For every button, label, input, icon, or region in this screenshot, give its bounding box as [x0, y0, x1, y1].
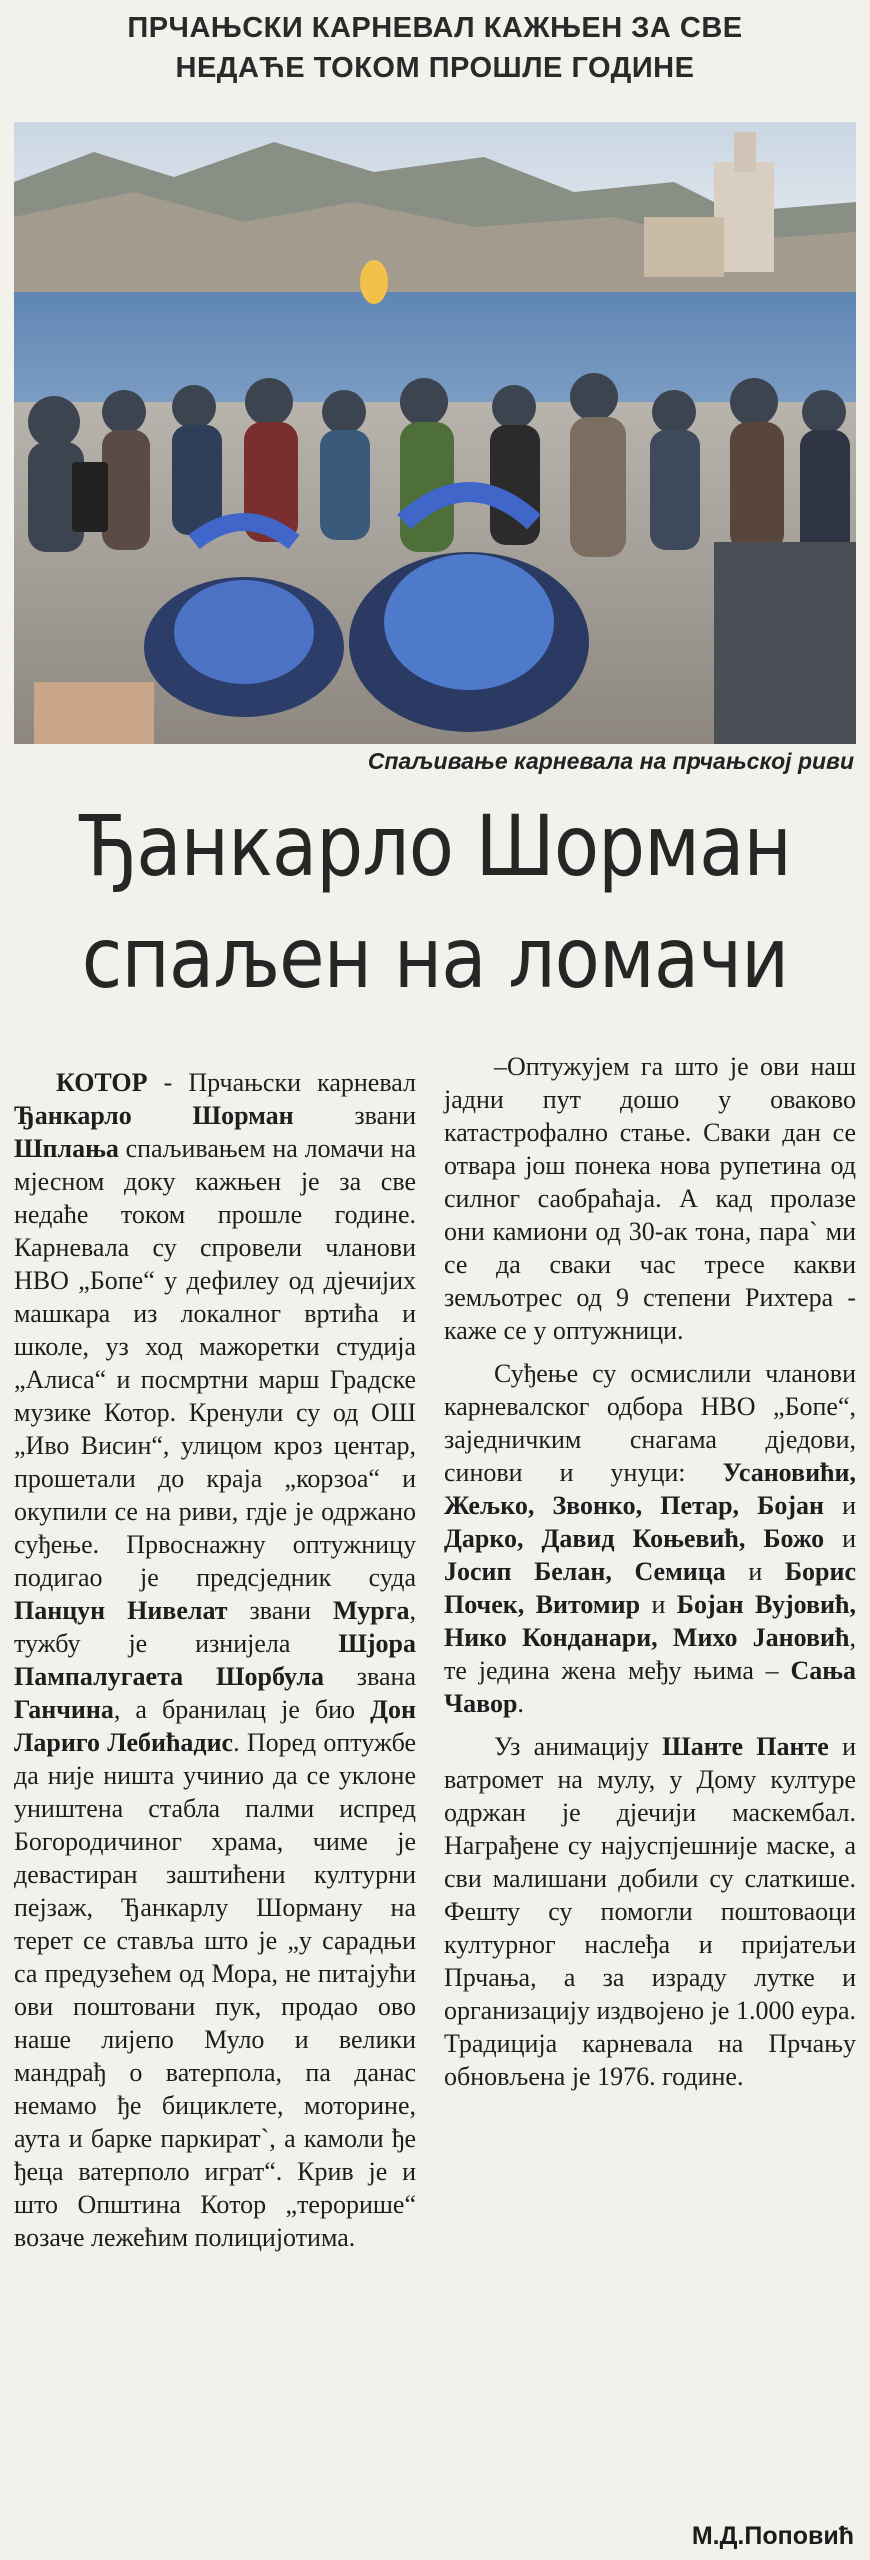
article-paragraph-2: –Оптужујем га што је ови наш јадни пут дошо у оваково катастрофално стање. Сваки дан се отвара још понека нова рупетина од силног саобраћаја. А кад пролазе они камиони од 30-ак тона, пара` ми се да сваки час тресе какви земљотрес од 9 степени Рихтера - каже се у оптужници. — [444, 1052, 856, 1345]
person-names: Дарко, Давид Коњевић, Божо — [444, 1524, 825, 1553]
photo-caption: Спаљивање карневала на прчањској риви — [367, 748, 854, 774]
carnival-crowd-illustration — [14, 122, 856, 744]
text-run: - Прчањски карневал — [147, 1068, 416, 1097]
headline-line-2: спаљен на ломачи — [81, 909, 789, 1007]
headline — [52, 790, 818, 1014]
text-run: и — [640, 1590, 677, 1619]
person-name: Ђанкарло Шорман — [14, 1101, 294, 1130]
kicker-line-2: НЕДАЋЕ ТОКОМ ПРОШЛЕ ГОДИНЕ — [175, 52, 695, 84]
person-name: Шплања — [14, 1134, 119, 1163]
person-name: Шјора Пампалугаета Шорбула — [14, 1629, 416, 1691]
text-run: . — [517, 1689, 524, 1718]
person-names: Бојан Вујовић, Нико Конданари, Михо Јановић — [444, 1590, 856, 1652]
article-paragraph-1 — [14, 1066, 416, 2254]
text-run: Суђење су осмислили чланови карневалског одбора НВО „Бопе“, заједничким снагама дједови, синови и унуци: — [444, 1359, 856, 1487]
person-name: Дон Лариго Лебићадис — [14, 1695, 416, 1757]
person-name: Панцун Нивелат — [14, 1596, 228, 1625]
text-run: спаљивањем на ломачи на мјесном доку кажњен је за све недаће током прошле године. Карневала су спровели чланови НВО „Бопе“ у дефилеу од дјечијих машкара из локалног вртића и школе, уз ход мажоретки студија „Алиса“ и посмртни марш Градске музике Котор. Кренули су од ОШ „Иво Висин“, улицом кроз центар, прошетали до краја „корзоа“ и окупили се на риви, гдје је одржано суђење. Првоснажну оптужницу подигао је предсједник суда — [14, 1134, 416, 1592]
text-run: звана — [323, 1662, 416, 1691]
headline-line-1: Ђанкарло Шорман — [79, 797, 791, 895]
article-column-right — [444, 1050, 856, 2103]
text-run: . Поред оптужбе да није ништа учинио да се уклоне уништена стабла палми испред Богородичиног храма, чиме је девастиран заштићени културни пејзаж, Ђанкарлу Шорману на терет се ставља што је „у сарадњи са предузећем од Мора, не питајући ови поштовани пук, продао ово наше лијепо Муло и велики мандрађ о ватерпола, па данас немамо ђе бициклете, моторине, аута и барке паркират`, а камоли ђе ђеца ватерполо играт“. Крив је и што Општина Котор „терорише“ возаче лежећим полицијотима. — [14, 1728, 417, 2252]
article-paragraph-3 — [444, 1357, 856, 1720]
article-column-left — [14, 1066, 416, 2264]
kicker — [0, 8, 870, 88]
text-run: и — [823, 1491, 856, 1520]
text-run: , а бранилац је био — [113, 1695, 371, 1724]
article-paragraph-4 — [444, 1730, 856, 2093]
person-name: Ганчина — [14, 1695, 114, 1724]
author-signature: М.Д.Поповић — [691, 2522, 854, 2550]
person-name: Мурга — [333, 1596, 410, 1625]
kicker-line-1: ПРЧАЊСКИ КАРНЕВАЛ КАЖЊЕН ЗА СВЕ — [127, 12, 743, 44]
person-name: Сања Чавор — [444, 1656, 856, 1718]
text-run: , тужбу је изнијела — [14, 1596, 416, 1658]
text-run: и — [725, 1557, 785, 1586]
text-run: звани — [227, 1596, 334, 1625]
text-run: и ватромет на мулу, у Дому културе одржан је дјечији маскембал. Награђене су најуспјешније маске, а сви малишани добили су слаткише. Фешту су помогли поштоваоци културног наслеђа и пријатељи Прчања, а за израду лутке и организацију издвојено је 1.000 еура. Традиција карневала на Прчању обновљена је 1976. године. — [444, 1732, 856, 2091]
person-name: Шанте Панте — [662, 1732, 829, 1761]
person-names: Јосип Белан, Семица — [444, 1557, 726, 1586]
text-run: и — [824, 1524, 857, 1553]
dateline: КОТОР — [56, 1068, 148, 1097]
article-photo — [14, 122, 856, 744]
text-run: , те једина жена међу њима – — [444, 1623, 856, 1685]
person-names: Борис Почек, Витомир — [444, 1557, 856, 1619]
person-names: Усановићи, Жељко, Звонко, Петар, Бојан — [444, 1458, 856, 1520]
text-run: Уз анимацију — [494, 1732, 663, 1761]
text-run: звани — [293, 1101, 416, 1130]
